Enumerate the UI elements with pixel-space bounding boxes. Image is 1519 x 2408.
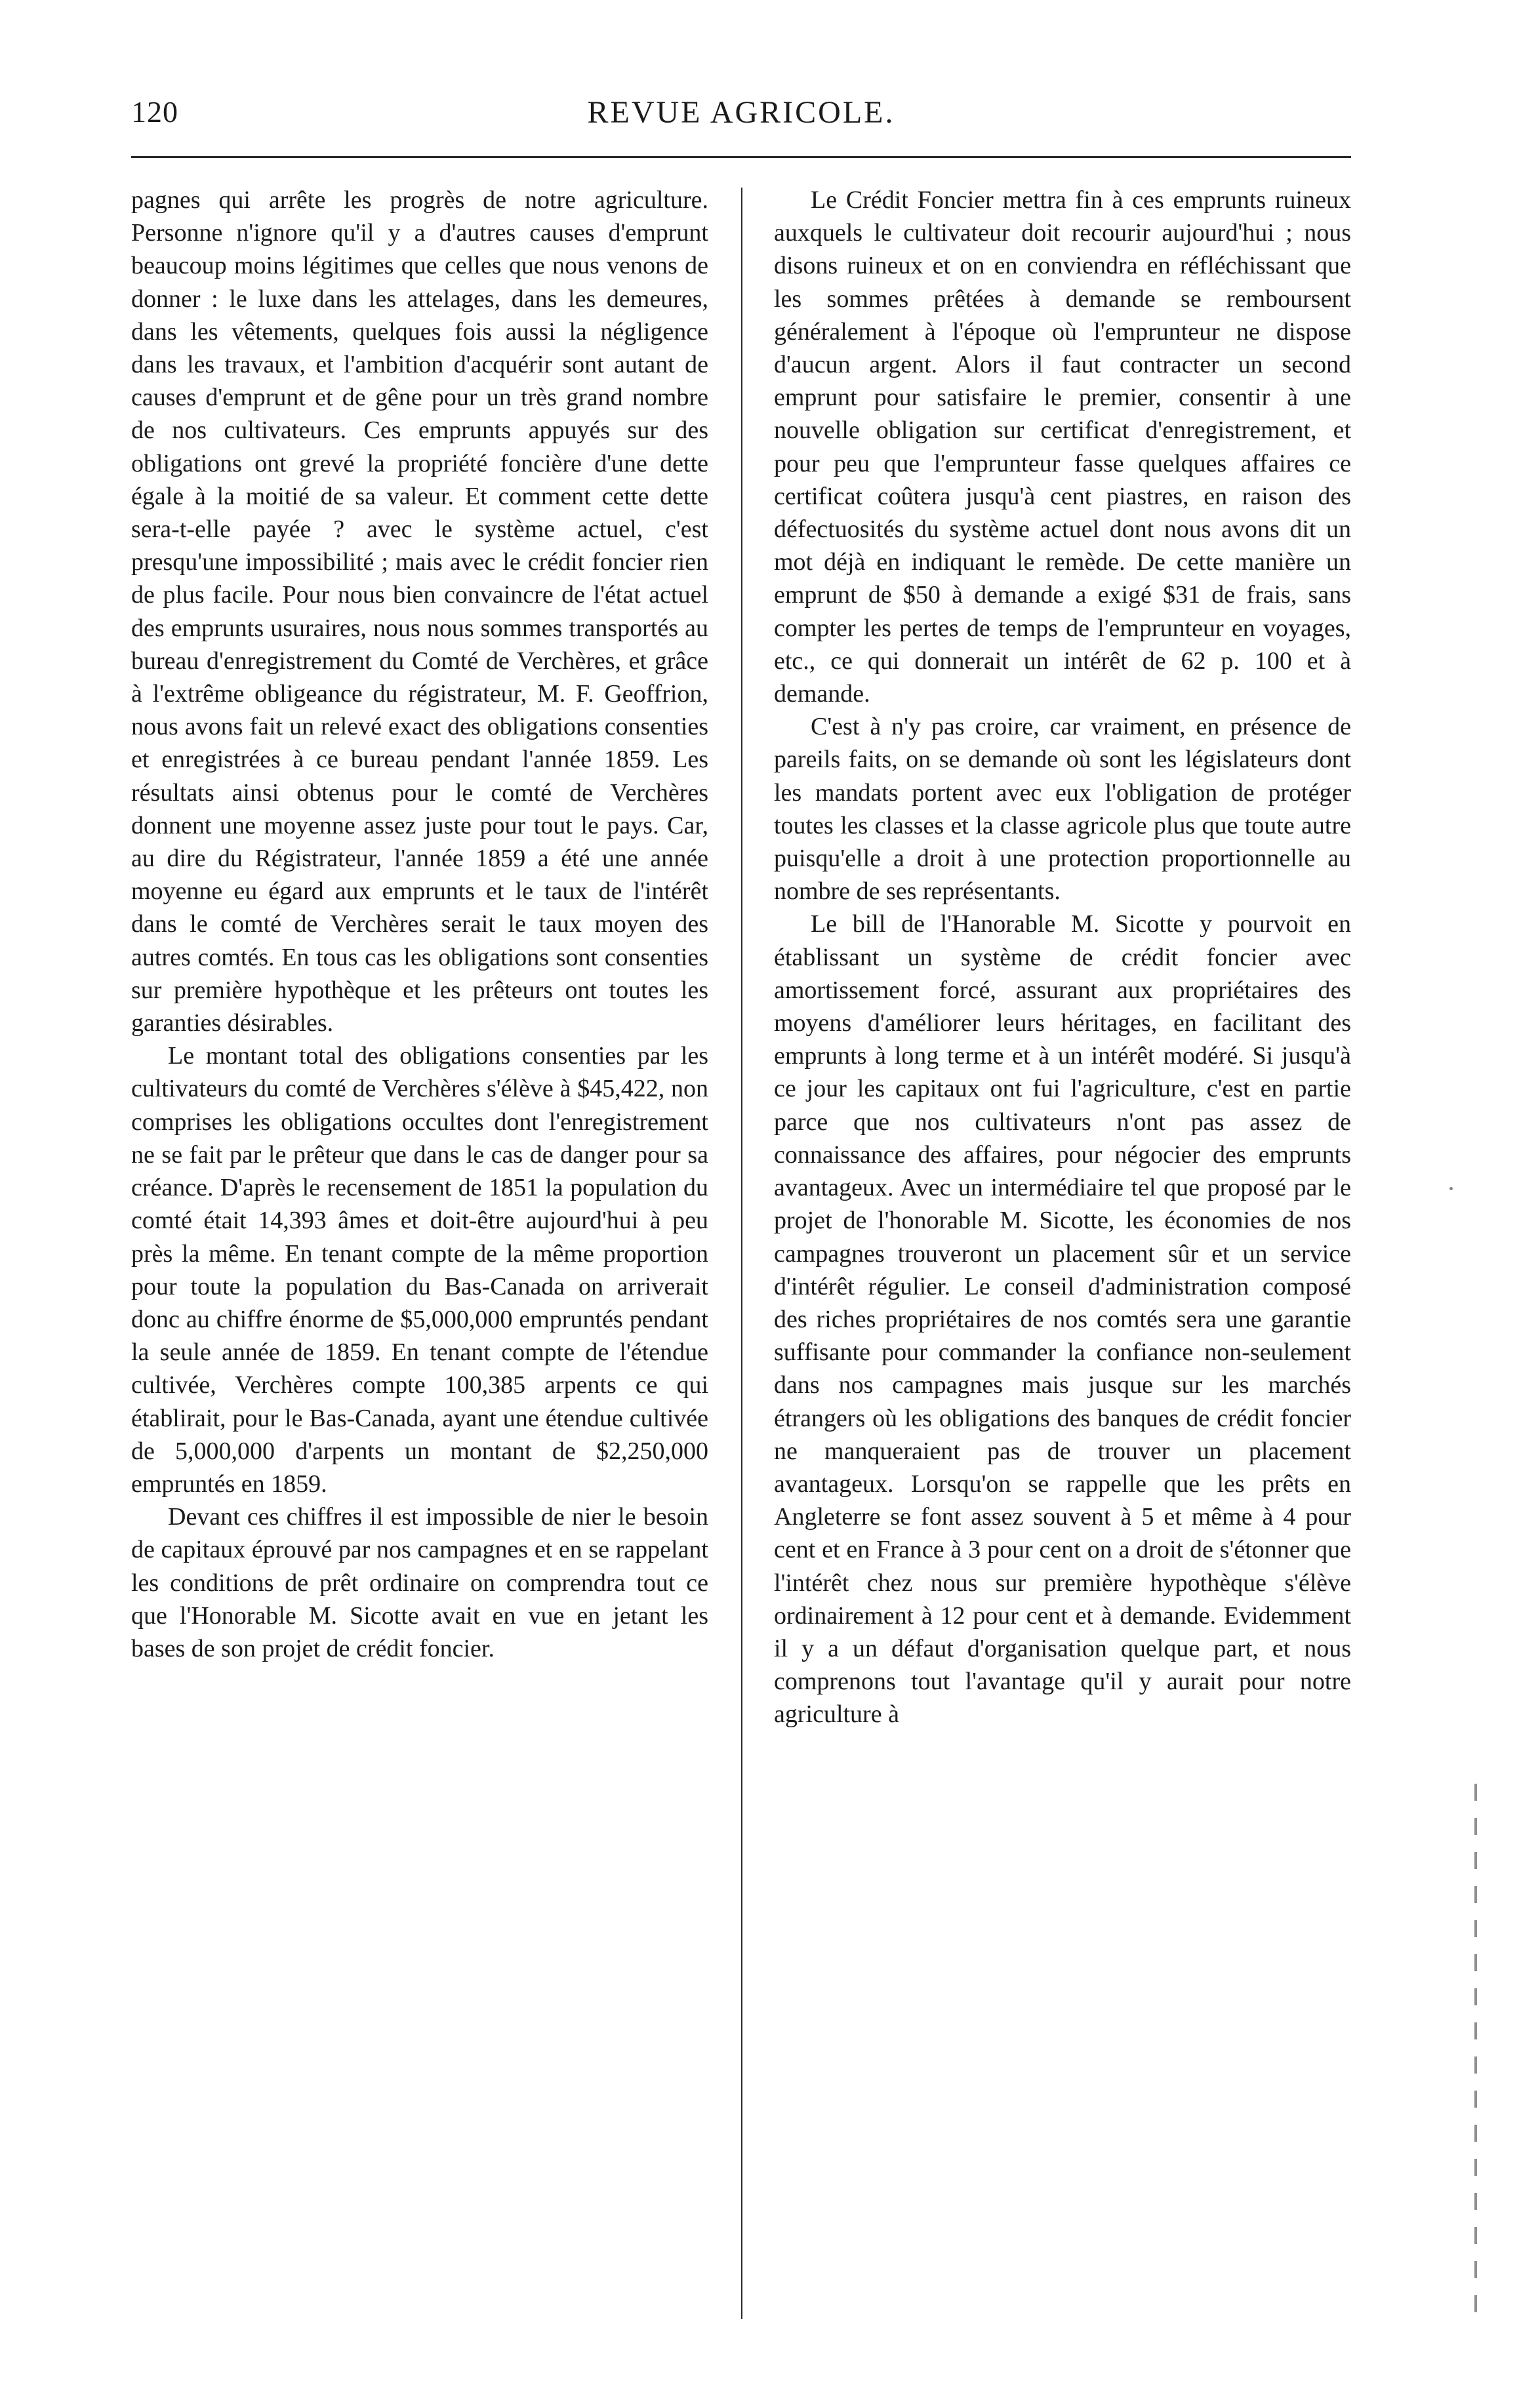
right-column — [774, 184, 1351, 2321]
right-paragraph-3: Le bill de l'Hanorable M. Sicotte y pourvoit en établissant un système de crédit foncier avec amortissement forcé, assurant aux propriétaires des moyens d'améliorer leurs héritages, en facilitant des emprunts à long terme et à un intérêt modéré. Si jusqu'à ce jour les capitaux ont fui l'agriculture, c'est en partie parce que nos cultivateurs n'ont pas assez de connaissance des affaires, pour négocier des emprunts avantageux. Avec un intermédiaire tel que proposé par le projet de l'honorable M. Sicotte, les économies de nos campagnes trouveront un placement sûr et un service d'intérêt régulier. Le conseil d'administration composé des riches propriétaires de nos comtés sera une garantie suffisante pour commander la confiance non-seulement dans nos campagnes mais jusque sur les marchés étrangers où les obligations des banques de crédit foncier ne manqueraient pas de trouver un placement avantageux. Lorsqu'on se rappelle que les prêts en Angleterre se font assez souvent à 5 et même à 4 pour cent et en France à 3 pour cent on a droit de s'étonner que l'intérêt chez nous sur première hypothèque s'élève ordinairement à 12 pour cent et à demande. Evidemment il y a un défaut d'organisation quelque part, et nous comprenons tout l'avantage qu'il y aurait pour notre agriculture à — [774, 910, 1351, 1729]
column-divider — [741, 188, 742, 2319]
right-paragraph-2: C'est à n'y pas croire, car vraiment, en présence de pareils faits, on se demande où sont les législateurs dont les mandats portent avec eux l'obligation de protéger toutes les classes et la classe agricole plus que toute autre puisqu'elle a droit à une protection proportionnelle au nombre de ses représentants. — [774, 713, 1351, 906]
left-paragraph-1: pagnes qui arrête les progrès de notre agriculture. Personne n'ignore qu'il y a d'autres causes d'emprunt beaucoup moins légitimes que celles que nous venons de donner : le luxe dans les attelages, dans les demeures, dans les vêtements, quelques fois aussi la négligence dans les travaux, et l'ambition d'acquérir sont autant de causes d'emprunt et de gêne pour un très grand nombre de nos cultivateurs. Ces emprunts appuyés sur des obligations ont grevé la propriété foncière d'une dette égale à la moitié de sa valeur. Et comment cette dette sera-t-elle payée ? avec le système actuel, c'est presqu'une impossibilité ; mais avec le crédit foncier rien de plus facile. Pour nous bien convaincre de l'état actuel des emprunts usuraires, nous nous sommes transportés au bureau d'enregistrement du Comté de Verchères, et grâce à l'extrême obligeance du régistrateur, M. F. Geoffrion, nous avons fait un relevé exact des obligations consenties et enregistrées à ce bureau pendant l'année 1859. Les résultats ainsi obtenus pour le comté de Verchères donnent une moyenne assez juste pour tout le pays. Car, au dire du Régistrateur, l'année 1859 a été une année moyenne eu égard aux emprunts et le taux de l'intérêt dans le comté de Verchères serait le taux moyen des autres comtés. En tous cas les obligations sont consenties sur première hypothèque et les prêteurs ont toutes les garanties désirables. — [131, 186, 708, 1037]
left-column — [131, 184, 708, 2321]
scan-edge-mark — [1474, 1784, 1477, 2321]
header-rule — [131, 156, 1351, 158]
text-columns — [131, 184, 1351, 2321]
scan-speck — [1449, 1187, 1453, 1190]
left-paragraph-3: Devant ces chiffres il est impossible de nier le besoin de capitaux éprouvé par nos campagnes et en se rappelant les conditions de prêt ordinaire on comprendra tout ce que l'Honorable M. Sicotte avait en vue en jetant les bases de son projet de crédit foncier. — [131, 1503, 708, 1662]
running-title: REVUE AGRICOLE. — [587, 95, 895, 130]
left-paragraph-2: Le montant total des obligations consenties par les cultivateurs du comté de Verchères s'élève à $45,422, non comprises les obligations occultes dont l'enregistrement ne se fait par le prêteur que dans le cas de danger pour sa créance. D'après le recensement de 1851 la population du comté était 14,393 âmes et doit-être aujourd'hui à peu près la même. En tenant compte de la même proportion pour toute la population du Bas-Canada on arriverait donc au chiffre énorme de $5,000,000 empruntés pendant la seule année de 1859. En tenant compte de l'étendue cultivée, Verchères compte 100,385 arpents ce qui établirait, pour le Bas-Canada, ayant une étendue cultivée de 5,000,000 d'arpents un montant de $2,250,000 empruntés en 1859. — [131, 1042, 708, 1498]
page — [131, 85, 1351, 2341]
page-header — [131, 85, 1351, 157]
right-paragraph-1: Le Crédit Foncier mettra fin à ces emprunts ruineux auxquels le cultivateur doit recourir aujourd'hui ; nous disons ruineux et on en conviendra en réfléchissant que les sommes prêtées à demande se remboursent généralement à l'époque où l'emprunteur ne dispose d'aucun argent. Alors il faut contracter un second emprunt pour satisfaire le premier, consentir à une nouvelle obligation sur certificat d'enregistrement, et pour peu que l'emprunteur fasse quelques affaires ce certificat coûtera jusqu'à cent piastres, en raison des défectuosités du système actuel dont nous avons dit un mot déjà en indiquant le remède. De cette manière un emprunt de $50 à demande a exigé $31 de frais, sans compter les pertes de temps de l'emprunteur en voyages, etc., ce qui donnerait un intérêt de 62 p. 100 et à demande. — [774, 186, 1351, 708]
page-number: 120 — [131, 95, 178, 129]
